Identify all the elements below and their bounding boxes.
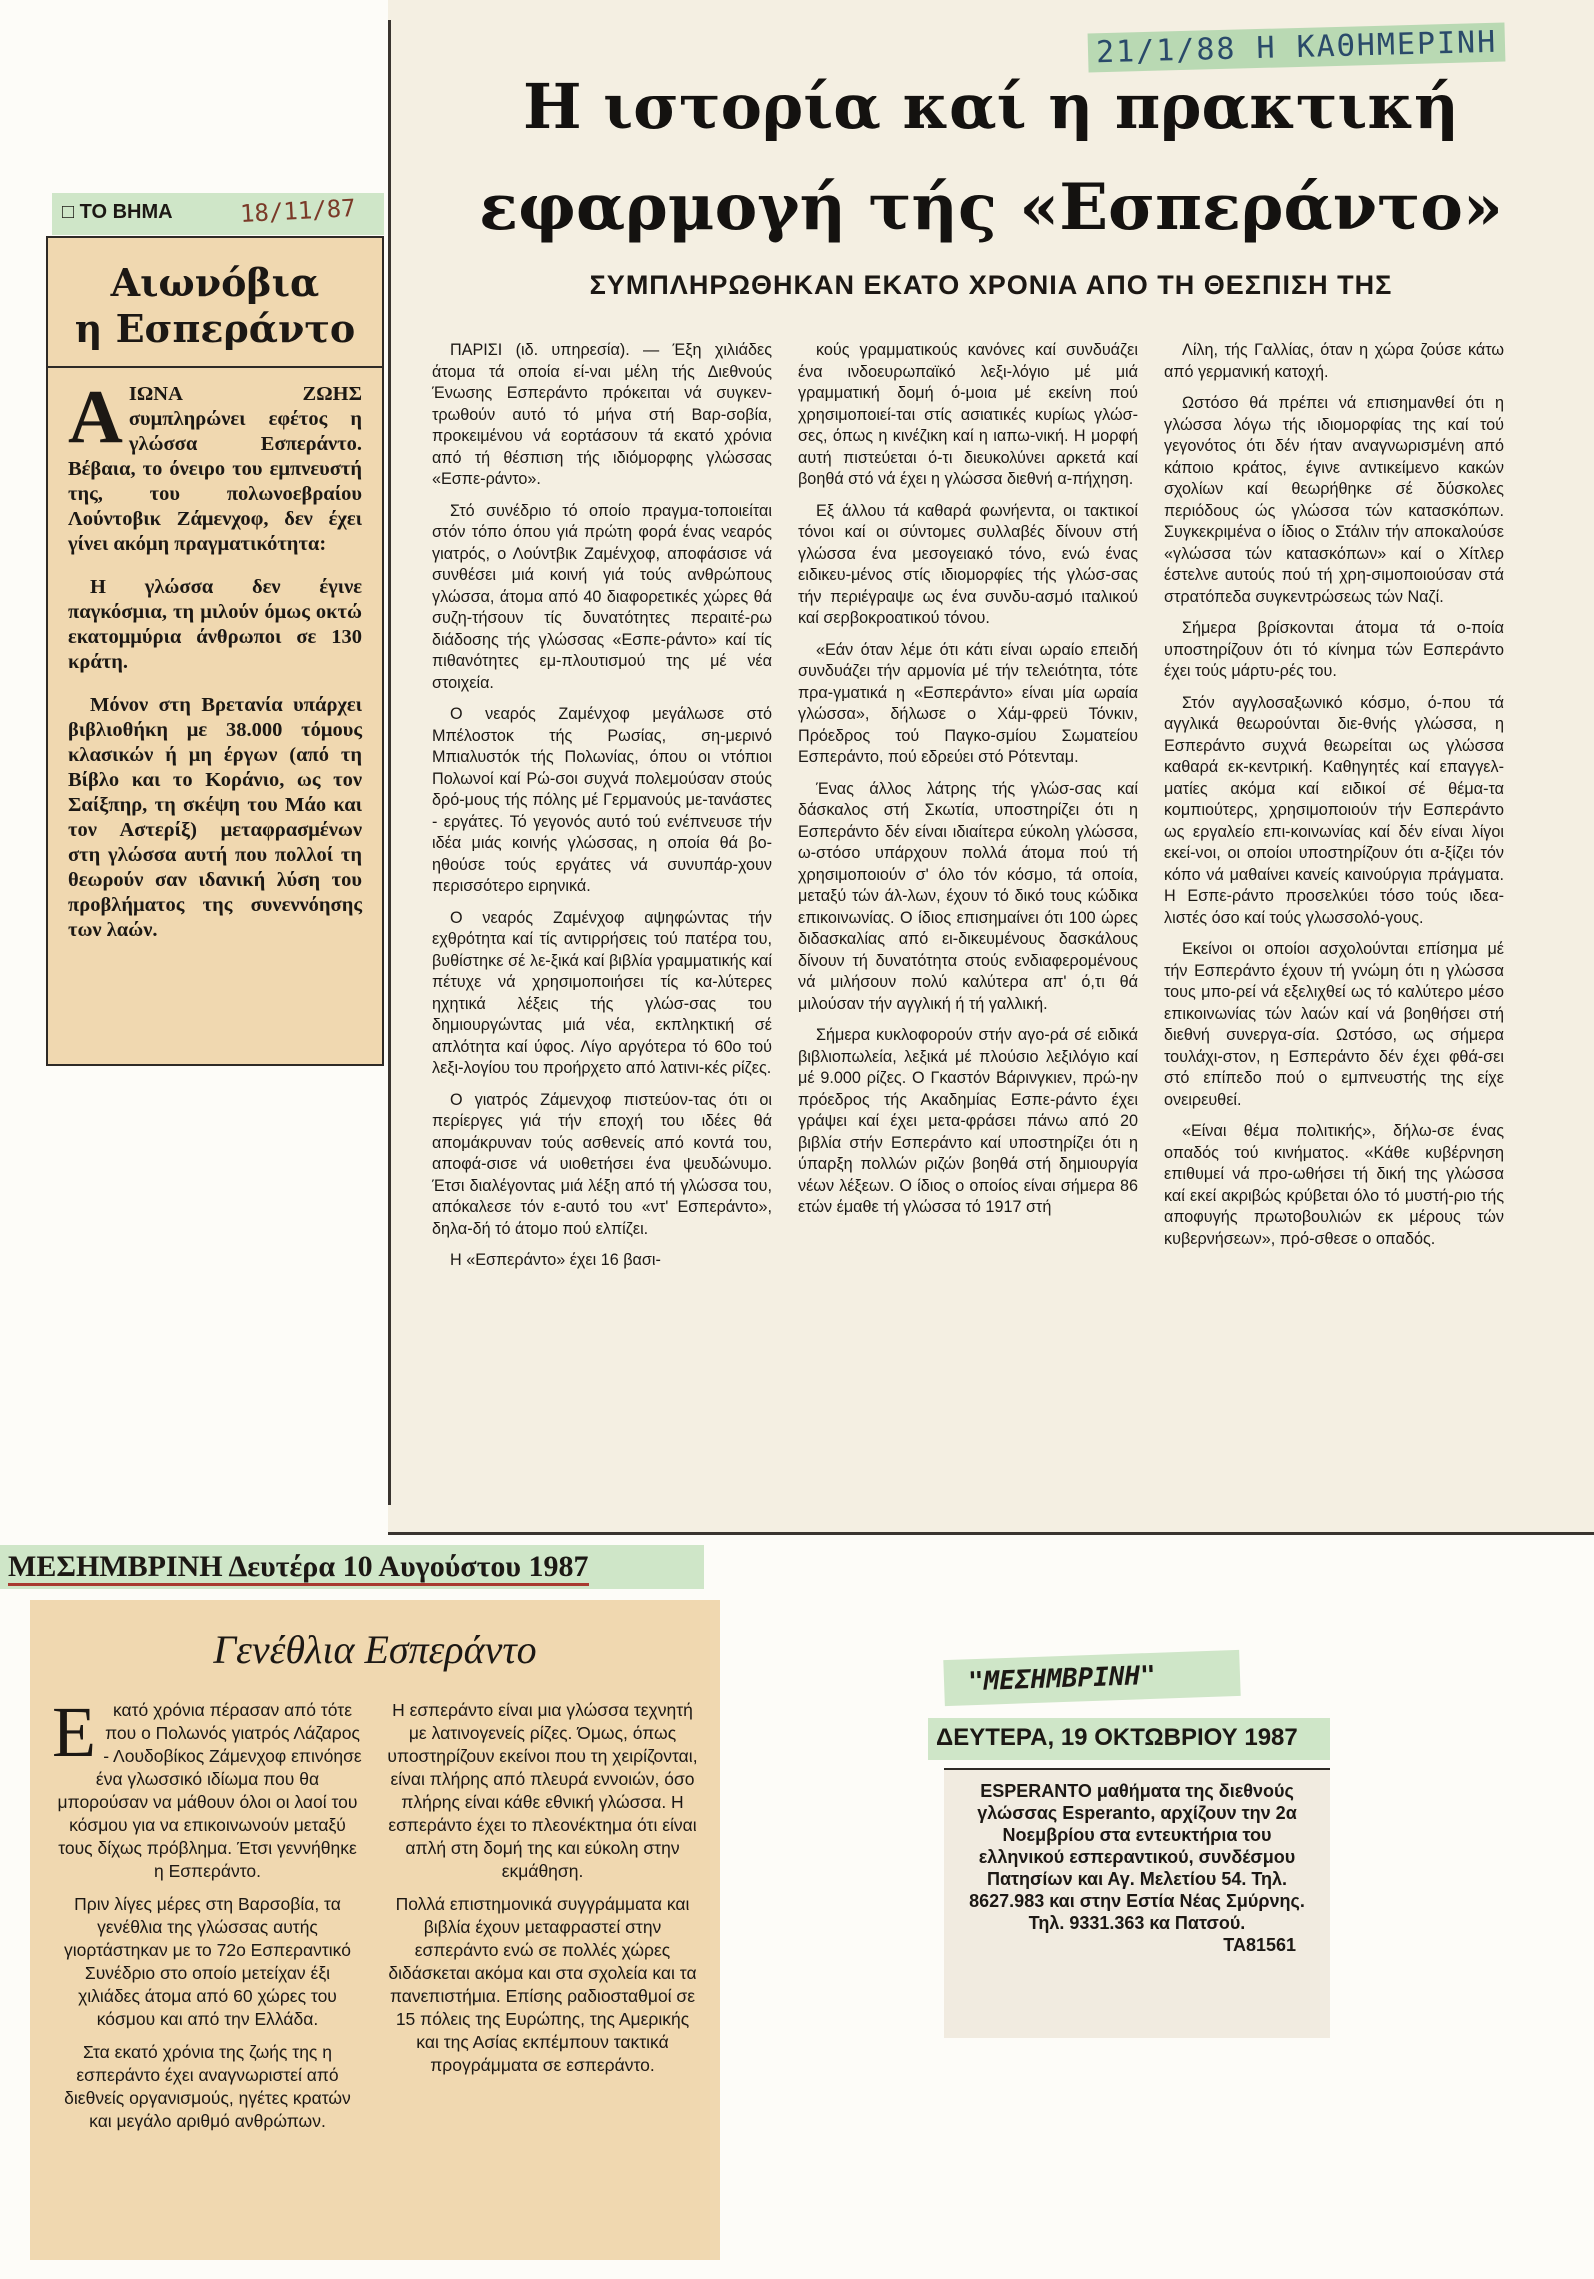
clipping-edge [388,20,391,1505]
esperanto-classes-notice [944,1768,1330,2038]
paragraph: Πολλά επιστημονικά συγγράμματα και βιβλία έχουν μεταφραστεί στην εσπεράντο ενώ σε πολλές χώρες διδάσκεται ακόμα και στα σχολεία και τα πανεπιστήμια. Επίσης ραδιοσταθμοί σε 15 πόλεις της Ευρώπης, της Αμερικής και της Ασίας εκπέμπουν τακτικά προγράμματα σε εσπεράντο. [388,1894,697,2075]
paragraph: Ωστόσο θά πρέπει νά επισημανθεί ότι η γλώσσα λόγω τής ιδιομορφίας της καί τού γεγονότος ότι δέν ήταν αναγνωρισμένη από κάποιο κράτος, έγινε αντικείμενο κακών σχολίων καί θεωρήθηκε σέ δύσκολες περιόδους ώς γλώσσα τών κατασκόπων. Συγκεκριμένα ο ίδιος ο Στάλιν τήν αποκαλούσε «γλώσσα τών κατασκόπων» καί ο Χίτλερ έστελνε αυτούς πού τή χρη-σιμοποιούσαν στά στρατόπεδα συγκεντρώσεως τών Ναζί. [1164,394,1504,606]
mesimvrini-date: ΔΕΥΤΕΡΑ, 19 ΟΚΤΩΒΡΙΟΥ 1987 [928,1718,1330,1760]
clipping-edge [388,1532,1594,1535]
notice-keyword: ESPERANTO [980,1781,1092,1801]
handwritten-source-tag: "ΜΕΣΗΜΒΡΙΝΗ" [943,1650,1240,1706]
paragraph: Λίλη, τής Γαλλίας, όταν η χώρα ζούσε κάτω από γερμανική κατοχή. [1164,341,1504,381]
paragraph [52,1692,363,1883]
divider [48,366,382,368]
notice-body [958,1780,1316,1934]
newspaper-name: □ ΤΟ ΒΗΜΑ [62,201,173,223]
notice-reference: TA81561 [1223,1935,1296,1955]
paragraph: κούς γραμματικούς κανόνες καί συνδυάζει ένα ινδοευρωπαϊκό λεξι-λόγιο μέ μιά γραμματική δομή ό-μοια μέ εκείνη πού χρησιμοποιεί-ται στίς ασιατικές κυρίως γλώσ-σες, όπως η κινέζικη καί η ιαπω-νική. Η μορφή αυτή πιστεύεται ό-τι διευκολύνει αρκετά καί βοηθά στό νά έχει η γλώσσα διεθνή α-πήχηση. [798,341,1138,488]
title-line: η Εσπεράντο [74,306,356,351]
masthead-text: ΜΕΣΗΜΒΡΙΝΗ Δευτέρα 10 Αυγούστου 1987 [8,1550,589,1586]
article-column-1 [52,1692,363,2143]
paragraph: Στόν αγγλοσαξωνικό κόσμο, ό-που τά αγγλικά θεωρούνται διε-θνής γλώσσα, η Εσπεράντο συχνά θεωρείται ως γλώσσα καθαρά εκ-κεντρική. Καθηγητές καί επαγγελ-ματίες ακόμα καί ειδικοί σέ θέμα-τα κομπιούτερς, χρησιμοποιούν τήν Εσπεράντο ως εργαλείο επι-κοινωνίας καί δέν είναι λίγοι εκεί-νοι, οι οποίοι υποστηρίζουν ότι α-ξίζει τόν κόπο νά μαθαίνει κανείς καινούργια πράγματα. Η Εσπε-ράντο προσελκύει τόσο τούς ιδεα-λιστές όσο καί τούς γλωσσολό-γους. [1164,693,1504,927]
paragraph: Πριν λίγες μέρες στη Βαρσοβία, τα γενέθλια της γλώσσας αυτής γιορτάστηκαν με το 72ο Εσπεραντικό Συνέδριο στο οποίο μετείχαν έξι χιλιάδες άτομα από 60 χώρες του κόσμου και από την Ελλάδα. [64,1894,351,2029]
mesimvrini-masthead [0,1545,704,1589]
paragraph-text: ΙΩΝΑ ΖΩΗΣ συμπληρώνει εφέτος η γλώσσα Εσπεράντο. Βέβαια, το όνειρο του εμπνευστή της, του πολωνοεβραίου Λούντοβικ Ζάμενχοφ, δεν έχει γίνει ακόμη πραγματικότητα: [68,383,362,555]
paragraph: Σήμερα κυκλοφορούν στήν αγο-ρά σέ ειδικά βιβλιοπωλεία, λεξικά μέ πλούσιο λεξιλόγιο καί μέ 9.000 ρίζες. Ο Γκαστόν Βάρινγκιεν, πρώ-ην πρόεδρος τής Ακαδημίας Εσπε-ράντο έχει γράψει καί έχει μετα-φράσει πάνω από 20 βιβλία στήν Εσπεράντο καί υποστηρίζει ότι η ύπαρξη πολλών ριζών βοηθά στή δημιουργία νέων λέξεων. Ο ίδιος ο οποίος είναι σήμερα 86 ετών έμαθε τή γλώσσα τό 1917 στή [798,1026,1138,1216]
drop-cap: Ε [52,1692,96,1772]
paragraph: Η «Εσπεράντο» έχει 16 βασι- [450,1251,661,1269]
article-columns [52,1692,698,2143]
article-column-1 [432,340,772,1282]
paragraph: Η εσπεράντο είναι μια γλώσσα τεχνητή με λατινογενείς ρίζες. Όμως, όπως υποστηρίζουν εκείνοι που τη χειρίζονται, είναι πλήρης από πλευρά εννοιών, όσο πλήρης είναι κάθε εθνική γλώσσα. Η εσπεράντο έχει το πλεονέκτημα ότι είναι απλή στη δομή της και εύκολη στην εκμάθηση. [387,1700,698,1881]
article-column-2 [798,340,1138,1282]
paragraph: Ο γιατρός Ζάμενχοφ πιστεύον-τας ότι οι περίεργες γιά τήν εποχή του ιδέες θά απομάκρυναν τούς ασθενείς από κοντά του, αποφά-σισε νά υιοθετήσει ένα ψευδώνυμο. Έτσι διαλέγοντας μιά λέξη από τή γλώσσα του, απόκαλεσε τόν ε-αυτό του «ντ' Εσπεράντο», δηλα-δή τό άτομο πού ελπίζει. [432,1090,772,1238]
article-columns [432,340,1504,1282]
paragraph: Μόνον στη Βρετανία υπάρχει βιβλιοθήκη με 38.000 τόμους κλασικών ή μη έργων (από τη Βίβλο και το Κοράνιο, ως τον Σαίξπηρ, τη σκέψη του Μάο και τον Αστερίξ) μεταφρασμένων στη γλώσσα αυτή που πολλοί τη θεωρούν σαν ιδανική λύση του προβλήματος της συνεννόησης των λαών. [68,694,362,941]
paragraph: Ο νεαρός Ζαμένχοφ αψηφώντας τήν εχθρότητα καί τίς αντιρρήσεις τού πατέρα του, βυθίστηκε σέ λε-ξικά καί βιβλία γραμματικής καί πέτυχε νά χρησιμοποιήσει τίς κα-λύτερες ηχητικά λέξεις τής γλώσ-σας του δημιουργώντας μιά νέα, εκπληκτική σέ απλότητα καί ύφος. Λίγο αργότερα τό 60ο τού λεξι-λογίου του προήρχετο από λατινι-κές ρίζες. [432,908,772,1077]
handwritten-date: 18/11/87 [239,193,357,229]
paragraph: «Είναι θέμα πολιτικής», δήλω-σε ένας οπαδός τού κινήματος. «Κάθε κυβέρνηση επιθυμεί νά προ-ωθήσει τή δική της γλώσσα καί εκεί ακριβώς κρύβεται όλο τό μυστή-ριο τής αποφυγής πρωτοβουλιών εκ μέρους τών κυβερνήσεων», πρό-σθεσε ο οπαδός. [1164,1122,1504,1248]
notice-text: μαθήματα της διεθνούς γλώσσας Esperanto, αρχίζουν την 2α Νοεμβρίου στα εντευκτήρια του ελληνικού εσπεραντικού, συνδέσμου Πατησίων και Αγ. Μελετίου 54. Τηλ. 8627.983 και στην Εστία Νέας Σμύρνης. Τηλ. 9331.363 κα Πατσού. [969,1781,1305,1933]
headline-line1: Η ιστορία καί η πρακτική [523,70,1459,143]
paragraph: «Εάν όταν λέμε ότι κάτι είναι ωραίο επειδή συνδυάζει τήν αρμονία μέ τήν τελειότητα, τότε πρα-γματικά η «Εσπεράντο» είναι μία ωραία γλώσσα», δήλωσε ο Χάμ-φρεϋ Τόνκιν, Πρόεδρος τού Παγκο-σμίου Σωματείου Εσπεράντο, πού εδρεύει στό Ρότενταμ. [798,640,1138,766]
paragraph: Στό συνέδριο τό οποίο πραγμα-τοποιείται στόν τόπο όπου γιά πρώτη φορά ένας νεαρός γιατρός, ο Λούντβικ Ζαμένχοφ, αποφάσισε νά συνθέσει μιά κοινή γιά τούς ανθρώπους γλώσσα, άτομα από 40 διαφορετικές χώρες θά συζη-τήσουν τίς δυνατότητες περαιτέ-ρω διάδοσης τής γλώσσας «Εσπε-ράντο» καί τίς πιθανότητες εμ-πλουτισμού της μέ νέα στοιχεία. [432,501,772,692]
paragraph: Η γλώσσα δεν έγινε παγκόσμια, τη μιλούν όμως οκτώ εκατομμύρια άνθρωποι σε 130 κράτη. [68,576,362,673]
handwritten-source-note: 21/1/88 Η ΚΑΘΗΜΕΡΙΝΗ [1088,23,1506,73]
paragraph [68,375,362,557]
drop-cap: Α [68,375,123,459]
mesimvrini-article [30,1600,720,2260]
vima-article [46,236,384,1066]
paragraph: Σήμερα βρίσκονται άτομα τά ο-ποία υποστηρίζουν ότι τό κίνημα τών Εσπεράντο έχει τούς μάρτυ-ρές του. [1164,619,1504,680]
paragraph: Στα εκατό χρόνια της ζωής της η εσπεράντο έχει αναγνωριστεί από διεθνείς οργανισμούς, ηγέτες κρατών και μεγάλο αριθμό ανθρώπων. [64,2042,351,2131]
headline-line2: εφαρμογή τής «Εσπεράντο» [479,170,1503,245]
article-title: Γενέθλια Εσπεράντο [213,1627,537,1672]
paragraph: Εξ άλλου τά καθαρά φωνήεντα, οι τακτικοί τόνοι καί οι σύντομες συλλαβές δίνουν στή γλώσσα ένα μεσογειακό τόνο, ενώ ένας ειδικευ-μένος στίς ιδιομορφίες τής γλώσ-σας τήν περιέγραψε ως ένα συνδυ-ασμό ιταλικού καί σερβοκροατικού τόνου. [798,501,1138,627]
article-title [68,260,362,352]
subheadline: ΣΥΜΠΛΗΡΩΘΗΚΑΝ ΕΚΑΤΟ ΧΡΟΝΙΑ ΑΠΟ ΤΗ ΘΕΣΠΙΣΗ ΤΗΣ [589,270,1393,300]
article-column-2 [387,1699,698,2143]
paragraph: Ένας άλλος λάτρης τής γλώσ-σας καί δάσκαλος στή Σκωτία, υποστηρίζει ότι η Εσπεράντο δέν είναι ιδιαίτερα εύκολη γλώσσα, ω-στόσο υπάρχουν πολλά άτομα πού τή χρησιμοποιούν σ' όλο τόν κόσμο, τά οποία, μεταξύ τών άλ-λων, έχουν τό δικό τους κώδικα επικοινωνίας. Ο ίδιος επισημαίνει ότι 100 ώρες διδασκαλίας από ει-δικευμένους δασκάλους δίνουν τή δυνατότητα στούς ενδιαφερομένους νά μιλήσουν πολύ καλύτερα απ' ό,τι θά μιλούσαν τήν αγγλική ή τή γαλλική. [798,779,1138,1013]
vima-source-tag [52,193,384,235]
article-column-3 [1164,340,1504,1282]
title-line: Αιωνόβια [110,260,320,305]
paragraph: Εκείνοι οι οποίοι ασχολούνται επίσημα μέ τήν Εσπεράντο έχουν τή γνώμη ότι η γλώσσα τους μπο-ρεί νά εξελιχθεί ως τό καλύτερο μέσο επικοινωνίας τών λαών καί νά βοηθήσει στή διεθνή συνεργα-σία. Ωστόσο, ως σήμερα τουλάχι-στον, η Εσπεράντο δέν έχει φθά-σει στό επίπεδο πού ο εμπνευστής της είχε ονειρευθεί. [1164,940,1504,1109]
paragraph-text: κατό χρόνια πέρασαν από τότε που ο Πολωνός γιατρός Λάζαρος - Λουδοβίκος Ζάμενχοφ επινόησε ένα γλωσσικό ιδίωμα που θα μπορούσαν να μάθουν όλοι οι λαοί του κόσμου για να επικοινωνούν μεταξύ τους δίχως πρόβλημα. Έτσι γεννήθηκε η Εσπεράντο. [57,1700,362,1881]
main-article-clipping [388,0,1594,1535]
paragraph: ΠΑΡΙΣΙ (ιδ. υπηρεσία). — Έξη χιλιάδες άτομα τά οποία εί-ναι μέλη τής Διεθνούς Ένωσης Εσπεράντο πρόκειται νά συγκεν-τρωθούν αυτό τό μήνα στή Βαρ-σοβία, προκειμένου νά εορτάσουν τά εκατό χρόνια από τή θέσπιση τής ιδιόμορφης γλώσσας «Εσπε-ράντο». [432,341,772,488]
paragraph: Ο νεαρός Ζαμένχοφ μεγάλωσε στό Μπέλοστοκ τής Ρωσίας, ση-μερινό Μπιαλυστόκ τής Πολωνίας, όπου οι ντόπιοι Πολωνοί καί Ρώ-σοι συχνά πολεμούσαν στούς δρό-μους τής πόλης μέ Γερμανούς με-τανάστες - εργάτες. Τό γεγονός αυτό τού ενέπνευσε τήν ιδέα μιάς κοινής γλώσσας, η οποία θά βο-ηθούσε τούς εργάτες νά συνυπάρ-χουν περισσότερο ειρηνικά. [432,705,772,895]
